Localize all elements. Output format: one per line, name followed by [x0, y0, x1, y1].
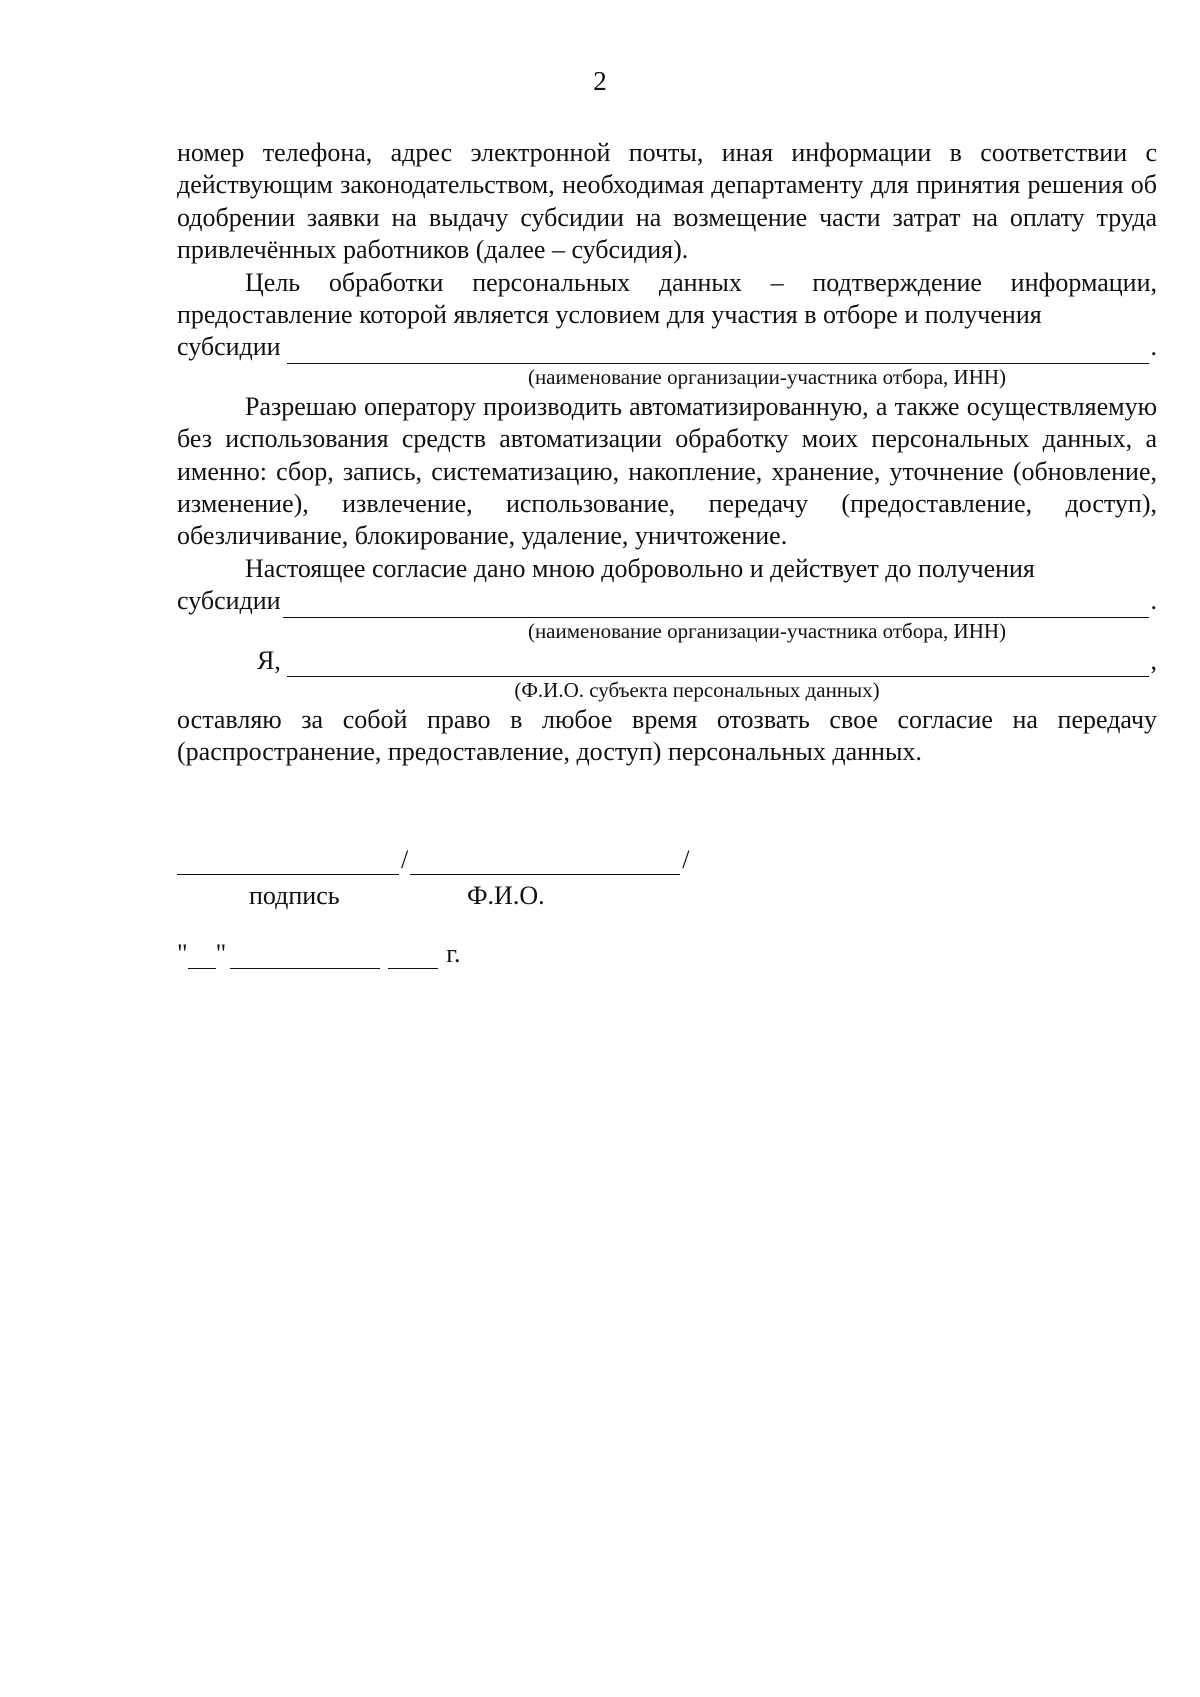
fill-line-label: субсидии	[177, 332, 281, 362]
organization-blank-1	[287, 339, 1149, 364]
day-blank	[188, 946, 216, 969]
organization-fill-line-2	[177, 585, 1157, 617]
paragraph-permission: Разрешаю оператору производить автоматизированную, а также осуществляемую без использования средств автоматизации обработку моих персональных данных, а именно: сбор, запись, систематизацию, накопление, хранение, уточнение (обновление, изменение), извлечение, использование, передачу (предоставление, доступ), обезличивание, блокирование, удаление, уничтожение.	[177, 391, 1157, 551]
organization-caption-1: (наименование организации-участника отбора, ИНН)	[527, 364, 1007, 389]
fill-line-end: ,	[1150, 645, 1157, 675]
signature-row	[177, 843, 691, 875]
signature-slash-right: /	[682, 845, 690, 874]
organization-blank-2	[283, 593, 1149, 618]
year-suffix: г.	[446, 939, 461, 968]
subject-name-blank	[287, 652, 1149, 677]
date-quote-close: "	[215, 939, 227, 968]
organization-caption-2: (наименование организации-участника отбора, ИНН)	[527, 618, 1007, 643]
paragraph-purpose: Цель обработки персональных данных – подтверждение информации, предоставление которой является условием для участия в отборе и получения	[177, 267, 1157, 330]
fill-line-end: .	[1150, 332, 1157, 362]
document-body	[177, 137, 1157, 769]
year-blank	[388, 946, 438, 969]
date-line	[177, 937, 460, 969]
paragraph-consent: Настоящее согласие дано мною добровольно и действует до получения	[245, 553, 1035, 583]
date-quote-open: "	[177, 939, 188, 968]
signature-blank	[177, 850, 399, 875]
subject-name-fill-line	[177, 645, 1157, 677]
signature-block	[177, 843, 691, 921]
paragraph-revocation: оставляю за собой право в любое время отозвать свое согласие на передачу (распространение, предоставление, доступ) персональных данных.	[177, 705, 1157, 767]
fill-line-end: .	[1150, 586, 1157, 616]
fill-line-label: субсидии	[177, 586, 281, 616]
fio-blank	[410, 850, 680, 875]
page-number: 2	[593, 66, 607, 96]
signature-slash-left: /	[401, 845, 409, 874]
organization-fill-line-1	[177, 331, 1157, 363]
fio-caption: Ф.И.О.	[467, 881, 545, 910]
signature-caption: подпись	[249, 881, 340, 910]
month-blank	[230, 946, 380, 969]
signature-captions	[177, 881, 691, 921]
fill-line-label: Я,	[257, 645, 281, 675]
subject-name-caption: (Ф.И.О. субъекта персональных данных)	[514, 678, 880, 703]
paragraph-contact-info: номер телефона, адрес электронной почты, иная информации в соответствии с действующим законодательством, необходимая департаменту для принятия решения об одобрении заявки на выдачу субсидии на возмещение части затрат на оплату труда привлечённых работников (далее – субсидия).	[177, 138, 1157, 265]
